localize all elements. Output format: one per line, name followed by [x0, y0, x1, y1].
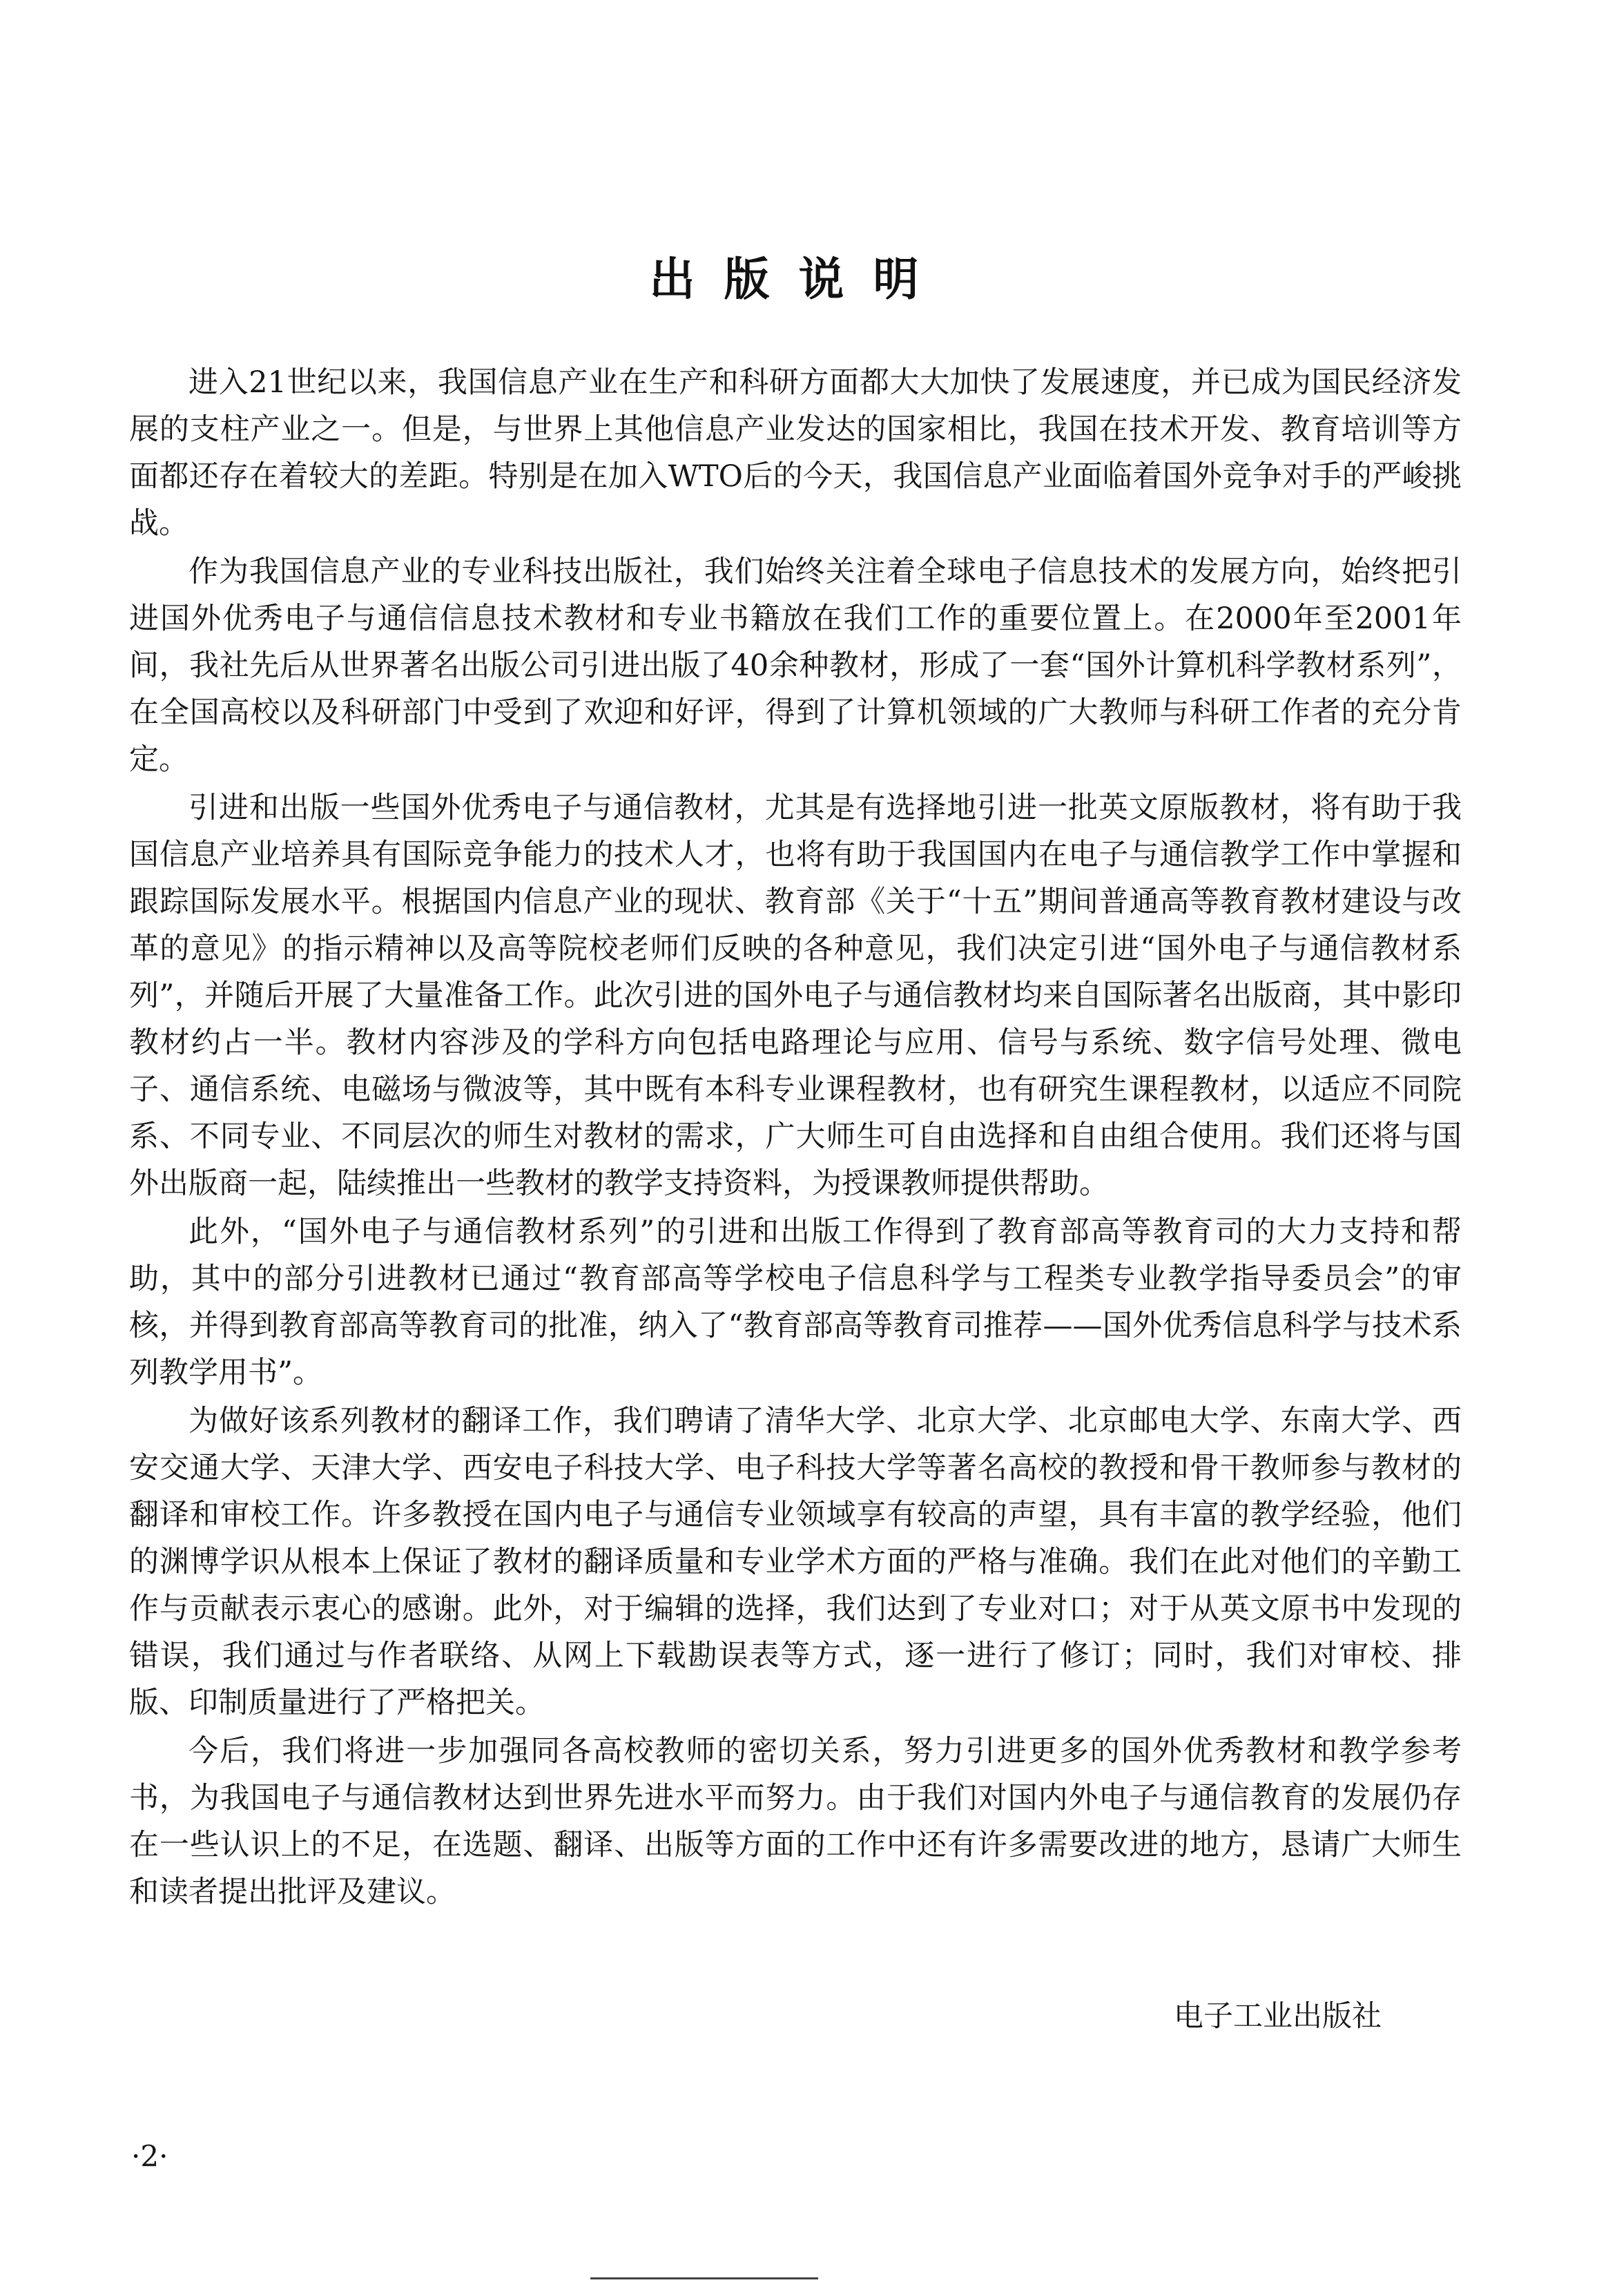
- page-title: 出版说明: [649, 253, 948, 306]
- paragraph-1: 进入21世纪以来，我国信息产业在生产和科研方面都大大加快了发展速度，并已成为国民经济发展的支柱产业之一。但是，与世界上其他信息产业发达的国家相比，我国在技术开发、教育培训等方面都还存在着较大的差距。特别是在加入WTO后的今天，我国信息产业面临着国外竞争对手的严峻挑战。: [129, 365, 1462, 541]
- paragraph-3: 引进和出版一些国外优秀电子与通信教材，尤其是有选择地引进一批英文原版教材，将有助于我国信息产业培养具有国际竞争能力的技术人才，也将有助于我国国内在电子与通信教学工作中掌握和跟踪国际发展水平。根据国内信息产业的现状、教育部《关于“十五”期间普通高等教育教材建设与改革的意见》的指示精神以及高等院校老师们反映的各种意见，我们决定引进“国外电子与通信教材系列”，并随后开展了大量准备工作。此次引进的国外电子与通信教材均来自国际著名出版商，其中影印教材约占一半。教材内容涉及的学科方向包括电路理论与应用、信号与系统、数字信号处理、微电子、通信系统、电磁场与微波等，其中既有本科专业课程教材，也有研究生课程教材，以适应不同院系、不同专业、不同层次的师生对教材的需求，广大师生可自由选择和自由组合使用。我们还将与国外出版商一起，陆续推出一些教材的教学支持资料，为授课教师提供帮助。: [129, 791, 1462, 1201]
- publisher-signature: 电子工业出版社: [1174, 1999, 1382, 2034]
- footer-rule: [590, 2277, 818, 2279]
- page-number: ·2·: [131, 2139, 168, 2173]
- body-text: [129, 359, 1462, 1917]
- paragraph-6: 今后，我们将进一步加强同各高校教师的密切关系，努力引进更多的国外优秀教材和教学参考书，为我国电子与通信教材达到世界先进水平而努力。由于我们对国内外电子与通信教育的发展仍存在一些认识上的不足，在选题、翻译、出版等方面的工作中还有许多需要改进的地方，恳请广大师生和读者提出批评及建议。: [129, 1734, 1462, 1909]
- paragraph-2: 作为我国信息产业的专业科技出版社，我们始终关注着全球电子信息技术的发展方向，始终把引进国外优秀电子与通信信息技术教材和专业书籍放在我们工作的重要位置上。在2000年至2001年间，我社先后从世界著名出版公司引进出版了40余种教材，形成了一套“国外计算机科学教材系列”，在全国高校以及科研部门中受到了欢迎和好评，得到了计算机领域的广大教师与科研工作者的充分肯定。: [129, 554, 1462, 777]
- paragraph-5: 为做好该系列教材的翻译工作，我们聘请了清华大学、北京大学、北京邮电大学、东南大学、西安交通大学、天津大学、西安电子科技大学、电子科技大学等著名高校的教授和骨干教师参与教材的翻译和审校工作。许多教授在国内电子与通信专业领域享有较高的声望，具有丰富的教学经验，他们的渊博学识从根本上保证了教材的翻译质量和专业学术方面的严格与准确。我们在此对他们的辛勤工作与贡献表示衷心的感谢。此外，对于编辑的选择，我们达到了专业对口；对于从英文原书中发现的错误，我们通过与作者联络、从网上下载勘误表等方式，逐一进行了修订；同时，我们对审校、排版、印制质量进行了严格把关。: [129, 1404, 1462, 1720]
- paragraph-4: 此外，“国外电子与通信教材系列”的引进和出版工作得到了教育部高等教育司的大力支持和帮助，其中的部分引进教材已通过“教育部高等学校电子信息科学与工程类专业教学指导委员会”的审核，并得到教育部高等教育司的批准，纳入了“教育部高等教育司推荐——国外优秀信息科学与技术系列教学用书”。: [129, 1215, 1462, 1390]
